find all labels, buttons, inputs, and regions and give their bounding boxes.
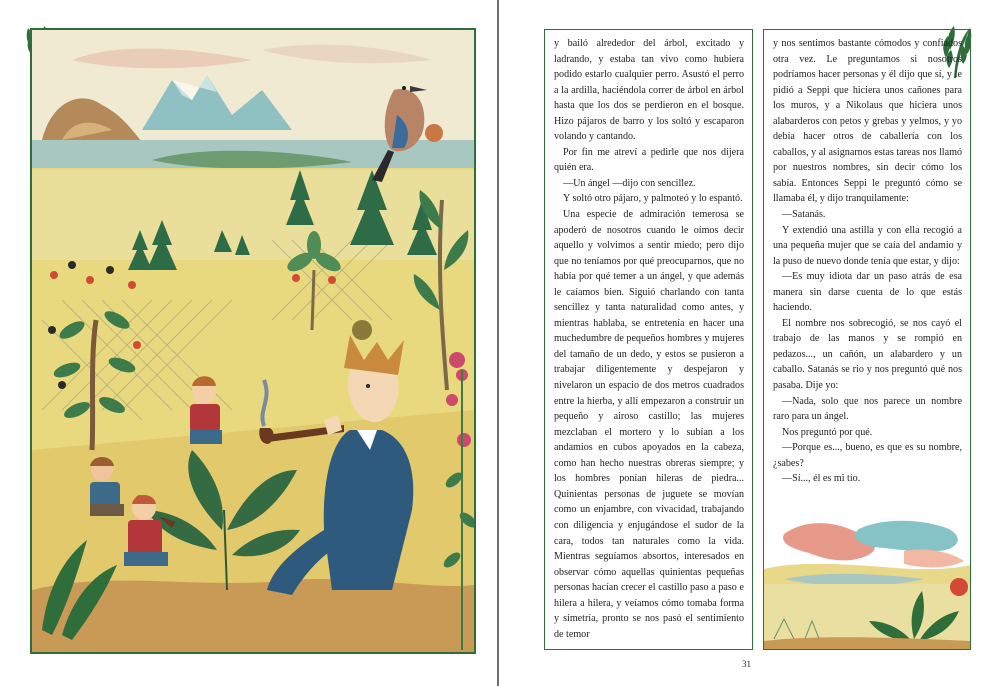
paragraph: Nos preguntó por qué.	[782, 426, 873, 438]
paragraph: —Porque es..., bueno, es que es su nombre, ¿sabes?	[773, 442, 962, 469]
paragraph: y nos sentimos bastante cómodos y confiados otra vez. Le preguntamos si nosotros podríamos hacer personas y él dijo que sí, y le pidió a Seppi que hiciera unos cañones para los muros, y a Nikolaus que hiciera unos alabarderos con petos y grebas y yelmos, y yo debía hacer otros de caballería con los caballos, y al asignarnos estas tareas nos llamó por nuestros nombres, sin decir cómo los sabía. Entonces Seppi le preguntó cómo se llamaba él, y dijo tranquilamente:	[773, 38, 962, 205]
paragraph: Y soltó otro pájaro, y palmoteó y lo espantó.	[563, 193, 743, 205]
paragraph: Y extendió una astilla y con ella recogió a una pequeña mujer que se caía del andamio y la puso de nuevo donde tenía que estar, y dijo:	[773, 224, 962, 267]
paragraph: —Satanás.	[782, 209, 826, 221]
paragraph: —Nada, solo que nos parece un nombre raro para un ángel.	[773, 395, 962, 423]
paragraph: —Es muy idiota dar un paso atrás de esa manera sin darse cuenta de lo que estás haciendo.	[773, 271, 962, 314]
illustration	[30, 28, 476, 654]
paragraph: Por fin me atreví a pedirle que nos dijera quién era.	[554, 146, 744, 174]
paragraph: y bailó alrededor del árbol, excitado y ladrando, y estaba tan vivo como hubiera podido estarlo cualquier perro. Asustó el perro a la ardilla, haciéndola correr de árbol en árbol hasta que los dos se perdieron en el bosque. Hizo pájaros de barro y los soltó y escaparon volando y cantando.	[554, 38, 744, 143]
paragraph: —Un ángel —dijo con sencillez.	[563, 177, 696, 189]
paragraph: Una especie de admiración temerosa se apoderó de nosotros cuando le oímos decir aquello y volvimos a sentir miedo; pero dijo que no teníamos por qué preocuparnos, que no había por qué temer a un ángel, y que además le caíamos bien. Siguió charlando con tanta sencillez y tanta naturalidad como antes, y mientras hablaba, se entretenía en hacer una muchedumbre de pequeños hombres y mujeres del tamaño de un dedo, y estos se pusieron a trabajar diligentemente y despejaron y nivelaron un espacio de dos metros cuadrados entre la hierba, y allí empezaron a construir un pequeño y airoso castillo; las mujeres mezclaban el mortero y lo subían a los andamios en cubos apoyados en la cabeza, como han hecho nuestras obreras siempre; y los hombres ponían hileras de piedra... Quinientas personas de juguete se movían como un enjambre, con vivacidad, trabajando con diligencia y enjugándose el sudor de la cara, todos tan naturales como la vida. Mientras seguíamos absortos, interesados en observar cómo aquellas quinientas pequeñas personas hacían crecer el castillo paso a paso e hilera a hilera, y veíamos cómo tomaba forma y simetría, pronto se nos pasó el sentimiento de temor	[554, 209, 744, 640]
paragraph: —Sí..., él es mi tío.	[782, 473, 861, 485]
paragraph: El nombre nos sobrecogió, se nos cayó el trabajo de las manos y se rompió en pedazos..., un cañón, un alabardero y un caballo. Satanás se rio y nos preguntó qué nos pasaba. Dije yo:	[773, 317, 962, 392]
column-illustration	[764, 509, 970, 649]
text-column-2	[763, 29, 971, 650]
text-column-1	[544, 29, 753, 650]
page-number: 31	[742, 659, 751, 669]
